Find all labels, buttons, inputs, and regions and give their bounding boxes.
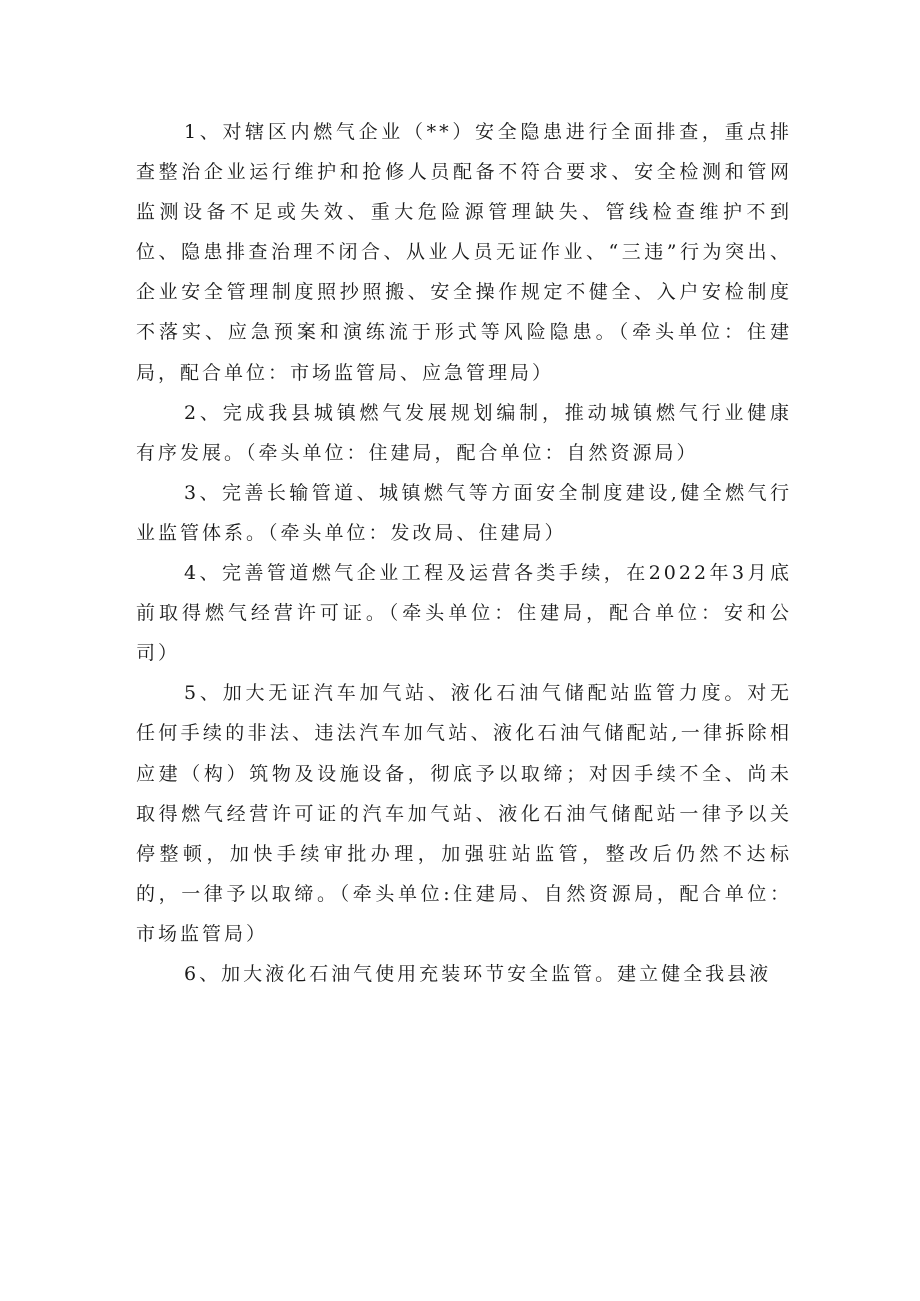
paragraph-5: 5、加大无证汽车加气站、液化石油气储配站监管力度。对无任何手续的非法、违法汽车加气站、液化石油气储配站,一律拆除相应建（构）筑物及设施设备，彻底予以取缔；对因手续不全、尚未取得燃气经营许可证的汽车加气站、液化石油气储配站一律予以关停整顿，加快手续审批办理，加强驻站监管，整改后仍然不达标的，一律予以取缔。（牵头单位:住建局、自然资源局，配合单位：市场监管局）: [136, 682, 792, 945]
paragraph-2: 2、完成我县城镇燃气发展规划编制，推动城镇燃气行业健康有序发展。（牵头单位：住建局，配合单位：自然资源局）: [136, 401, 792, 464]
paragraph-3: 3、完善长输管道、城镇燃气等方面安全制度建设,健全燃气行业监管体系。（牵头单位：发改局、住建局）: [136, 481, 792, 544]
document-body: [136, 112, 792, 994]
paragraph-4: 4、完善管道燃气企业工程及运营各类手续，在2022年3月底前取得燃气经营许可证。（牵头单位：住建局，配合单位：安和公司）: [136, 562, 792, 665]
paragraph-1: 1、对辖区内燃气企业（**）安全隐患进行全面排查，重点排查整治企业运行维护和抢修人员配备不符合要求、安全检测和管网监测设备不足或失效、重大危险源管理缺失、管线检查维护不到位、隐患排查治理不闭合、从业人员无证作业、“三违”行为突出、企业安全管理制度照抄照搬、安全操作规定不健全、入户安检制度不落实、应急预案和演练流于形式等风险隐患。（牵头单位：住建局，配合单位：市场监管局、应急管理局）: [136, 121, 792, 384]
paragraph-6: 6、加大液化石油气使用充装环节安全监管。建立健全我县液: [184, 962, 772, 985]
